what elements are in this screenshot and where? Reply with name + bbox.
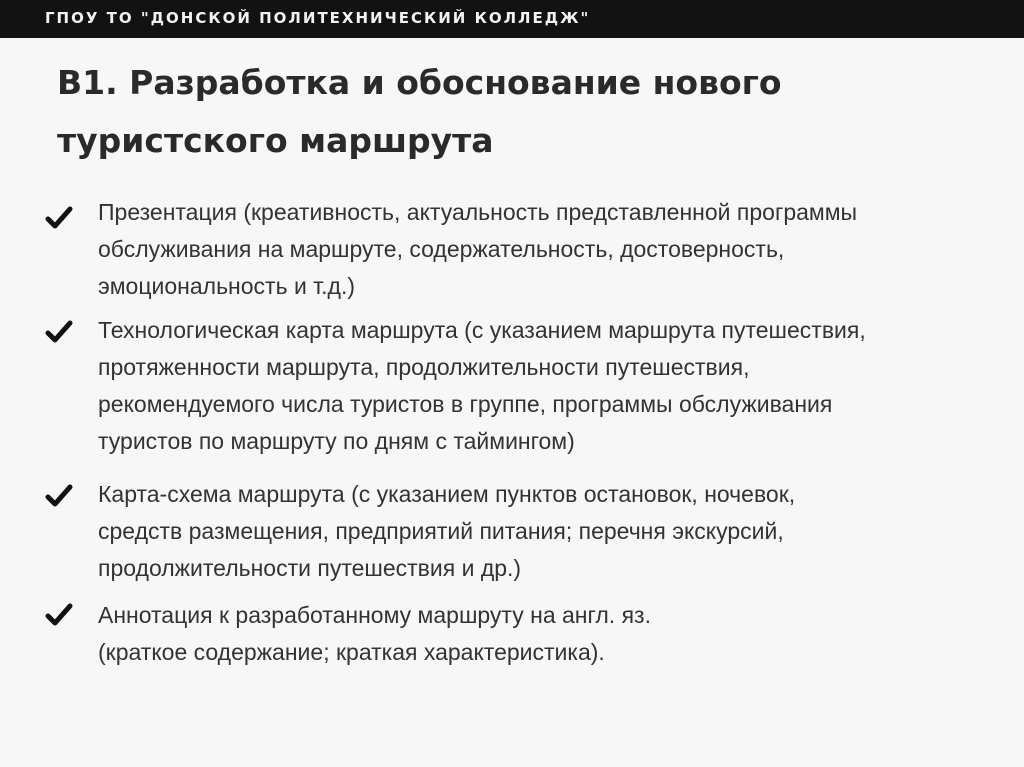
list-item-text: [98, 312, 998, 460]
list-item: [45, 597, 995, 671]
list-item-line: Технологическая карта маршрута (с указанием маршрута путешествия,: [98, 317, 866, 343]
checkmark-icon: [45, 206, 73, 230]
list-item-line: обслуживания на маршруте, содержательность, достоверность,: [98, 236, 785, 262]
list-item-line: продолжительности путешествия и др.): [98, 555, 522, 581]
list-item: [45, 194, 995, 305]
list-item-line: рекомендуемого числа туристов в группе, программы обслуживания: [98, 391, 833, 417]
list-item-line: Карта-схема маршрута (с указанием пунктов остановок, ночевок,: [98, 481, 796, 507]
list-item-line: протяженности маршрута, продолжительности путешествия,: [98, 354, 750, 380]
list-item-line: Аннотация к разработанному маршруту на англ. яз.: [98, 602, 651, 628]
checkmark-icon: [45, 320, 73, 344]
organization-name: ГПОУ ТО "ДОНСКОЙ ПОЛИТЕХНИЧЕСКИЙ КОЛЛЕДЖ": [45, 9, 591, 27]
list-item-text: [98, 476, 998, 587]
list-item: [45, 476, 995, 587]
list-item-line: эмоциональность и т.д.): [98, 273, 356, 299]
list-item-line: средств размещения, предприятий питания; перечня экскурсий,: [98, 518, 784, 544]
checkmark-icon: [45, 603, 73, 627]
list-item-text: [98, 597, 998, 671]
list-item-line: туристов по маршруту по дням с таймингом): [98, 428, 575, 454]
list-item: [45, 312, 995, 460]
title-line-1: В1. Разработка и обоснование нового: [57, 63, 782, 102]
list-item-line: (краткое содержание; краткая характеристика).: [98, 639, 605, 665]
checkmark-icon: [45, 484, 73, 508]
title-line-2: туристского маршрута: [57, 121, 494, 160]
list-item-text: [98, 194, 998, 305]
list-item-line: Презентация (креативность, актуальность представленной программы: [98, 199, 858, 225]
